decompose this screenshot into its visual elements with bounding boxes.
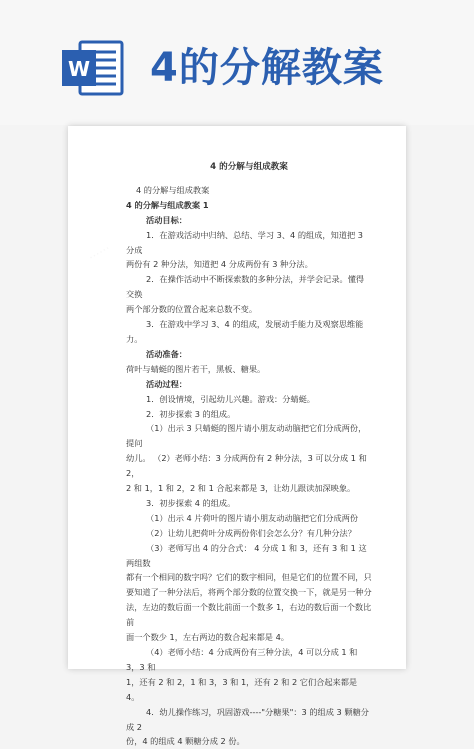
doc-line: 3．在游戏中学习 3、4 的组成，发展动手能力及观察思维能力。 <box>126 319 364 344</box>
doc-line: 两个部分数的位置合起来总数不变。 <box>126 304 258 315</box>
doc-line: 2 和 1，1 和 2，2 和 1 合起来都是 3，让幼儿跟读加深映象。 <box>126 483 356 494</box>
svg-text:W: W <box>67 57 91 81</box>
watermark: ······ <box>86 241 113 265</box>
doc-line: 4．幼儿操作练习，巩固游戏----"分糖果"：3 的组成 3 颗糖分成 2 <box>126 706 369 732</box>
doc-line: 1，还有 2 和 2，1 和 3，3 和 1，还有 2 和 2 它们合起来都是 4。 <box>126 676 358 702</box>
doc-heading: 4 的分解与组成教案 1 <box>126 199 209 210</box>
doc-line: 2．在操作活动中不断探索数的多种分法，并学会记录。懂得交换 <box>126 274 365 300</box>
doc-line: （1）出示 4 片荷叶的图片请小朋友动动脑把它们分成两份 <box>146 512 359 523</box>
doc-heading: 活动准备： <box>146 348 187 359</box>
doc-line: 3．初步探索 4 的组成。 <box>146 497 236 508</box>
doc-line: 1．创设情境，引起幼儿兴趣。游戏：分蜻蜓。 <box>146 393 315 404</box>
word-icon <box>60 38 124 98</box>
doc-line: 幼儿。 （2）老师小结：3 分成两份有 2 种分法，3 可以分成 1 和 2， <box>126 453 367 479</box>
document-body <box>126 160 372 749</box>
doc-line: 两份有 2 种分法，知道把 4 分成两份有 3 种分法。 <box>126 259 313 270</box>
doc-line: （2）让幼儿把荷叶分成两份你们会怎么分？有几种分法？ <box>146 527 356 538</box>
doc-line: 荷叶与蜻蜓的图片若干，黑板、糖果。 <box>126 363 266 374</box>
doc-heading: 活动过程： <box>146 378 187 389</box>
doc-line: 都有一个相同的数字吗？它们的数字相同，但是它们的位置不同，只 <box>126 572 372 583</box>
doc-line: 4 的分解与组成教案 <box>136 184 210 195</box>
doc-line: （1）出示 3 只蜻蜓的图片请小朋友动动脑把它们分成两份，提问 <box>126 423 367 449</box>
doc-line: 面一个数少 1，左右两边的数合起来都是 4。 <box>126 632 289 643</box>
header-banner <box>0 0 474 125</box>
page-title: 4的分解教案 <box>150 45 384 91</box>
doc-line: （3）老师写出 4 的分合式： 4 分成 1 和 3，还有 3 和 1 这两组数 <box>126 542 367 568</box>
doc-line: （4）老师小结：4 分成两份有三种分法，4 可以分成 1 和 3，3 和 <box>126 647 358 672</box>
doc-line: 要知道了一种分法后，将两个部分数的位置交换一下，就是另一种分 <box>126 587 372 598</box>
document-page <box>68 126 406 747</box>
doc-heading: 活动目标： <box>146 214 187 225</box>
document-title: 4 的分解与组成教案 <box>210 162 288 172</box>
doc-line: 1．在游戏活动中归纳、总结、学习 3、4 的组成，知道把 3 分成 <box>126 229 363 255</box>
doc-line: 法，左边的数后面一个数比前面一个数多 1，右边的数后面一个数比前 <box>126 602 372 628</box>
doc-line: 份，4 的组成 4 颗糖分成 2 份。 <box>126 736 245 747</box>
doc-line: 2．初步探索 3 的组成。 <box>146 408 236 419</box>
